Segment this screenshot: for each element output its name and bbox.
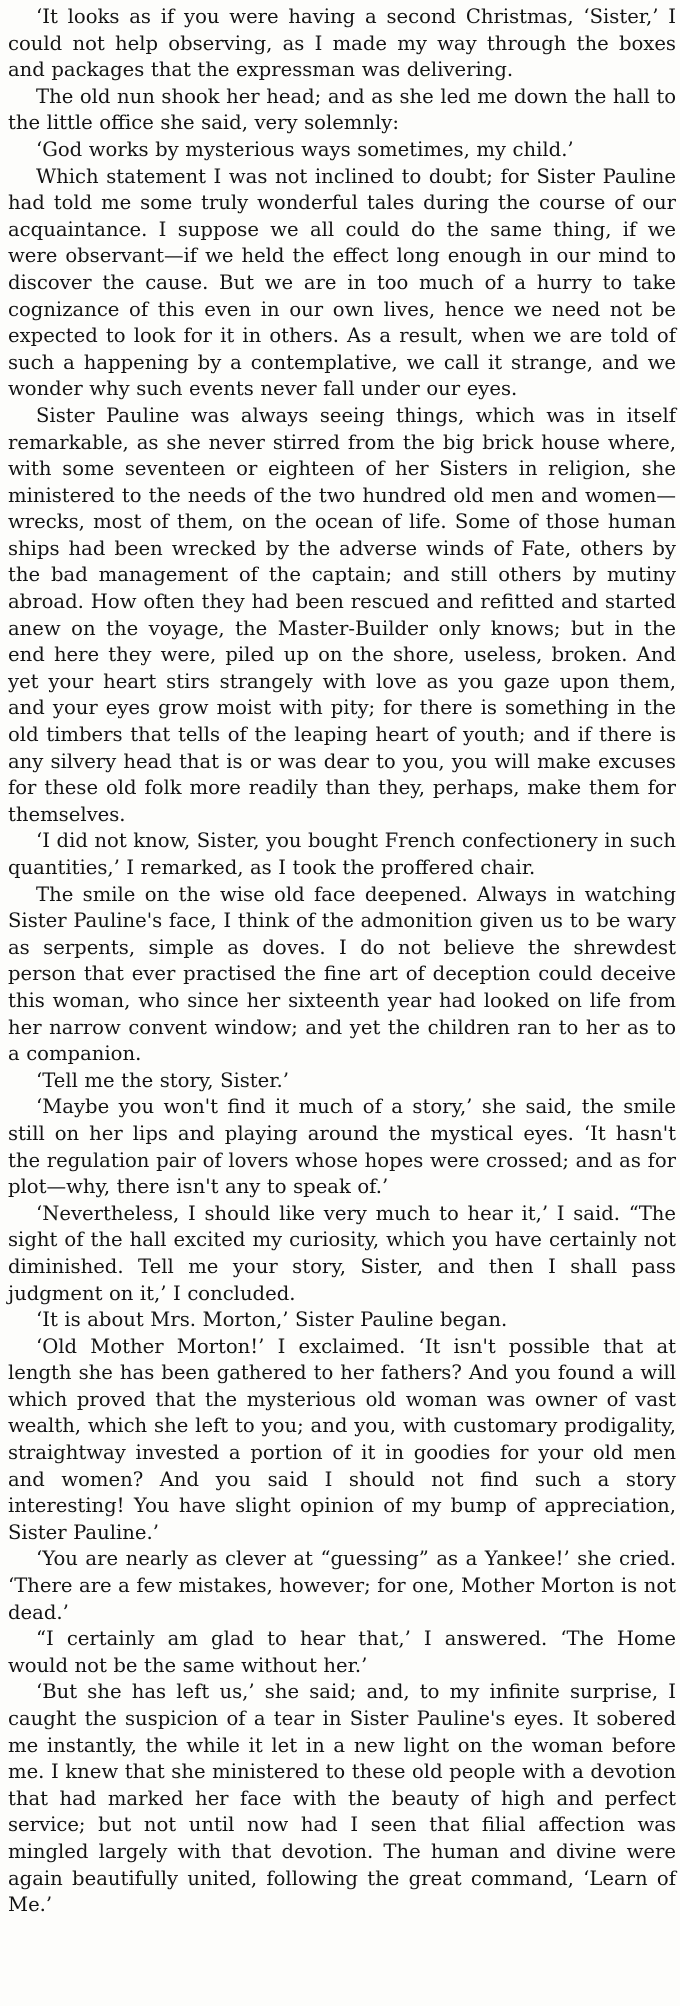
article-paragraph: ‘God works by mysterious ways sometimes, my child.’ [36, 137, 574, 161]
article-paragraph: The old nun shook her head; and as she led me down the hall to the little office she said, very solemnly: [8, 84, 676, 135]
article-paragraph: ‘It looks as if you were having a second Christmas, ‘Sister,’ I could not help observing, as I made my way through the boxes and packages that the expressman was delivering. [8, 5, 676, 82]
article-paragraph: ‘I did not know, Sister, you bought French confectionery in such quantities,’ I remarked, as I took the proffered chair. [8, 829, 676, 879]
article-paragraph: ‘But she has left us,’ she said; and, to my infinite surprise, I caught the suspicion of a tear in Sister Pauline's eyes. It sobered me instantly, the while it let in a new light on the woman before me. I knew that she ministered to these old people with a devotion that had marked her face with the beauty of high and perfect service; but not until now had I seen that filial affection was mingled largely with that devotion. The human and divine were again beautifully united, following the great command, ‘Learn of Me.’ [8, 1680, 676, 1917]
article-paragraph: Sister Pauline was always seeing things, which was in itself remarkable, as she never stirred from the big brick house where, with some seventeen or eighteen of her Sisters in religion, she ministered to the needs of the two hundred old men and women—wrecks, most of them, on the ocean of life. Some of those human ships had been wrecked by the adverse winds of Fate, others by the bad management of the captain; and still others by mutiny abroad. How often they had been rescued and refitted and started anew on the voyage, the Master-Builder only knows; but in the end here they were, piled up on the shore, useless, broken. And yet your heart stirs strangely with love as you gaze upon them, and your eyes grow moist with pity; for there is something in the old timbers that tells of the leaping heart of youth; and if there is any silvery head that is or was dear to you, you will make excuses for these old folk more readily than they, perhaps, make them for themselves. [8, 403, 676, 826]
article-paragraph: ‘Tell me the story, Sister.’ [36, 1068, 289, 1092]
article-paragraph: ‘Old Mother Morton!’ I exclaimed. ‘It isn't possible that at length she has been gathered to her fathers? And you found a will which proved that the mysterious old woman was owner of vast wealth, which she left to you; and you, with customary prodigality, straightway invested a portion of it in goodies for your old men and women? And you said I should not find such a story interesting! You have slight opinion of my bump of appreciation, Sister Pauline.’ [8, 1334, 676, 1544]
article-paragraph: “I certainly am glad to hear that,’ I answered. ‘The Home would not be the same without her.’ [8, 1627, 676, 1677]
article-paragraph: The smile on the wise old face deepened. Always in watching Sister Pauline's face, I think of the admonition given us to be wary as serpents, simple as doves. I do not believe the shrewdest person that ever practised the fine art of deception could deceive this woman, who since her sixteenth year had looked on life from her narrow convent window; and yet the children ran to her as to a companion. [8, 882, 676, 1066]
article-paragraph: ‘Maybe you won't find it much of a story,’ she said, the smile still on her lips and playing around the mystical eyes. ‘It hasn't the regulation pair of lovers whose hopes were crossed; and as for plot—why, there isn't any to speak of.’ [8, 1095, 676, 1199]
article-paragraph: ‘It is about Mrs. Morton,’ Sister Pauline began. [36, 1308, 508, 1332]
article-paragraph: Which statement I was not inclined to doubt; for Sister Pauline had told me some truly wonderful tales during the course of our acquaintance. I suppose we all could do the same thing, if we were observant—if we held the effect long enough in our mind to discover the cause. But we are in too much of a hurry to take cognizance of this even in our own lives, hence we need not be expected to look for it in others. As a result, when we are told of such a happening by a contemplative, we call it strange, and we wonder why such events never fall under our eyes. [8, 164, 676, 401]
article-paragraph: ‘You are nearly as clever at “guessing” as a Yankee!’ she cried. ‘There are a few mistakes, however; for one, Mother Morton is not dead.’ [8, 1547, 676, 1624]
article-paragraph: ‘Nevertheless, I should like very much to hear it,’ I said. “The sight of the hall excited my curiosity, which you have certainly not diminished. Tell me your story, Sister, and then I shall pass judgment on it,’ I concluded. [8, 1201, 676, 1305]
